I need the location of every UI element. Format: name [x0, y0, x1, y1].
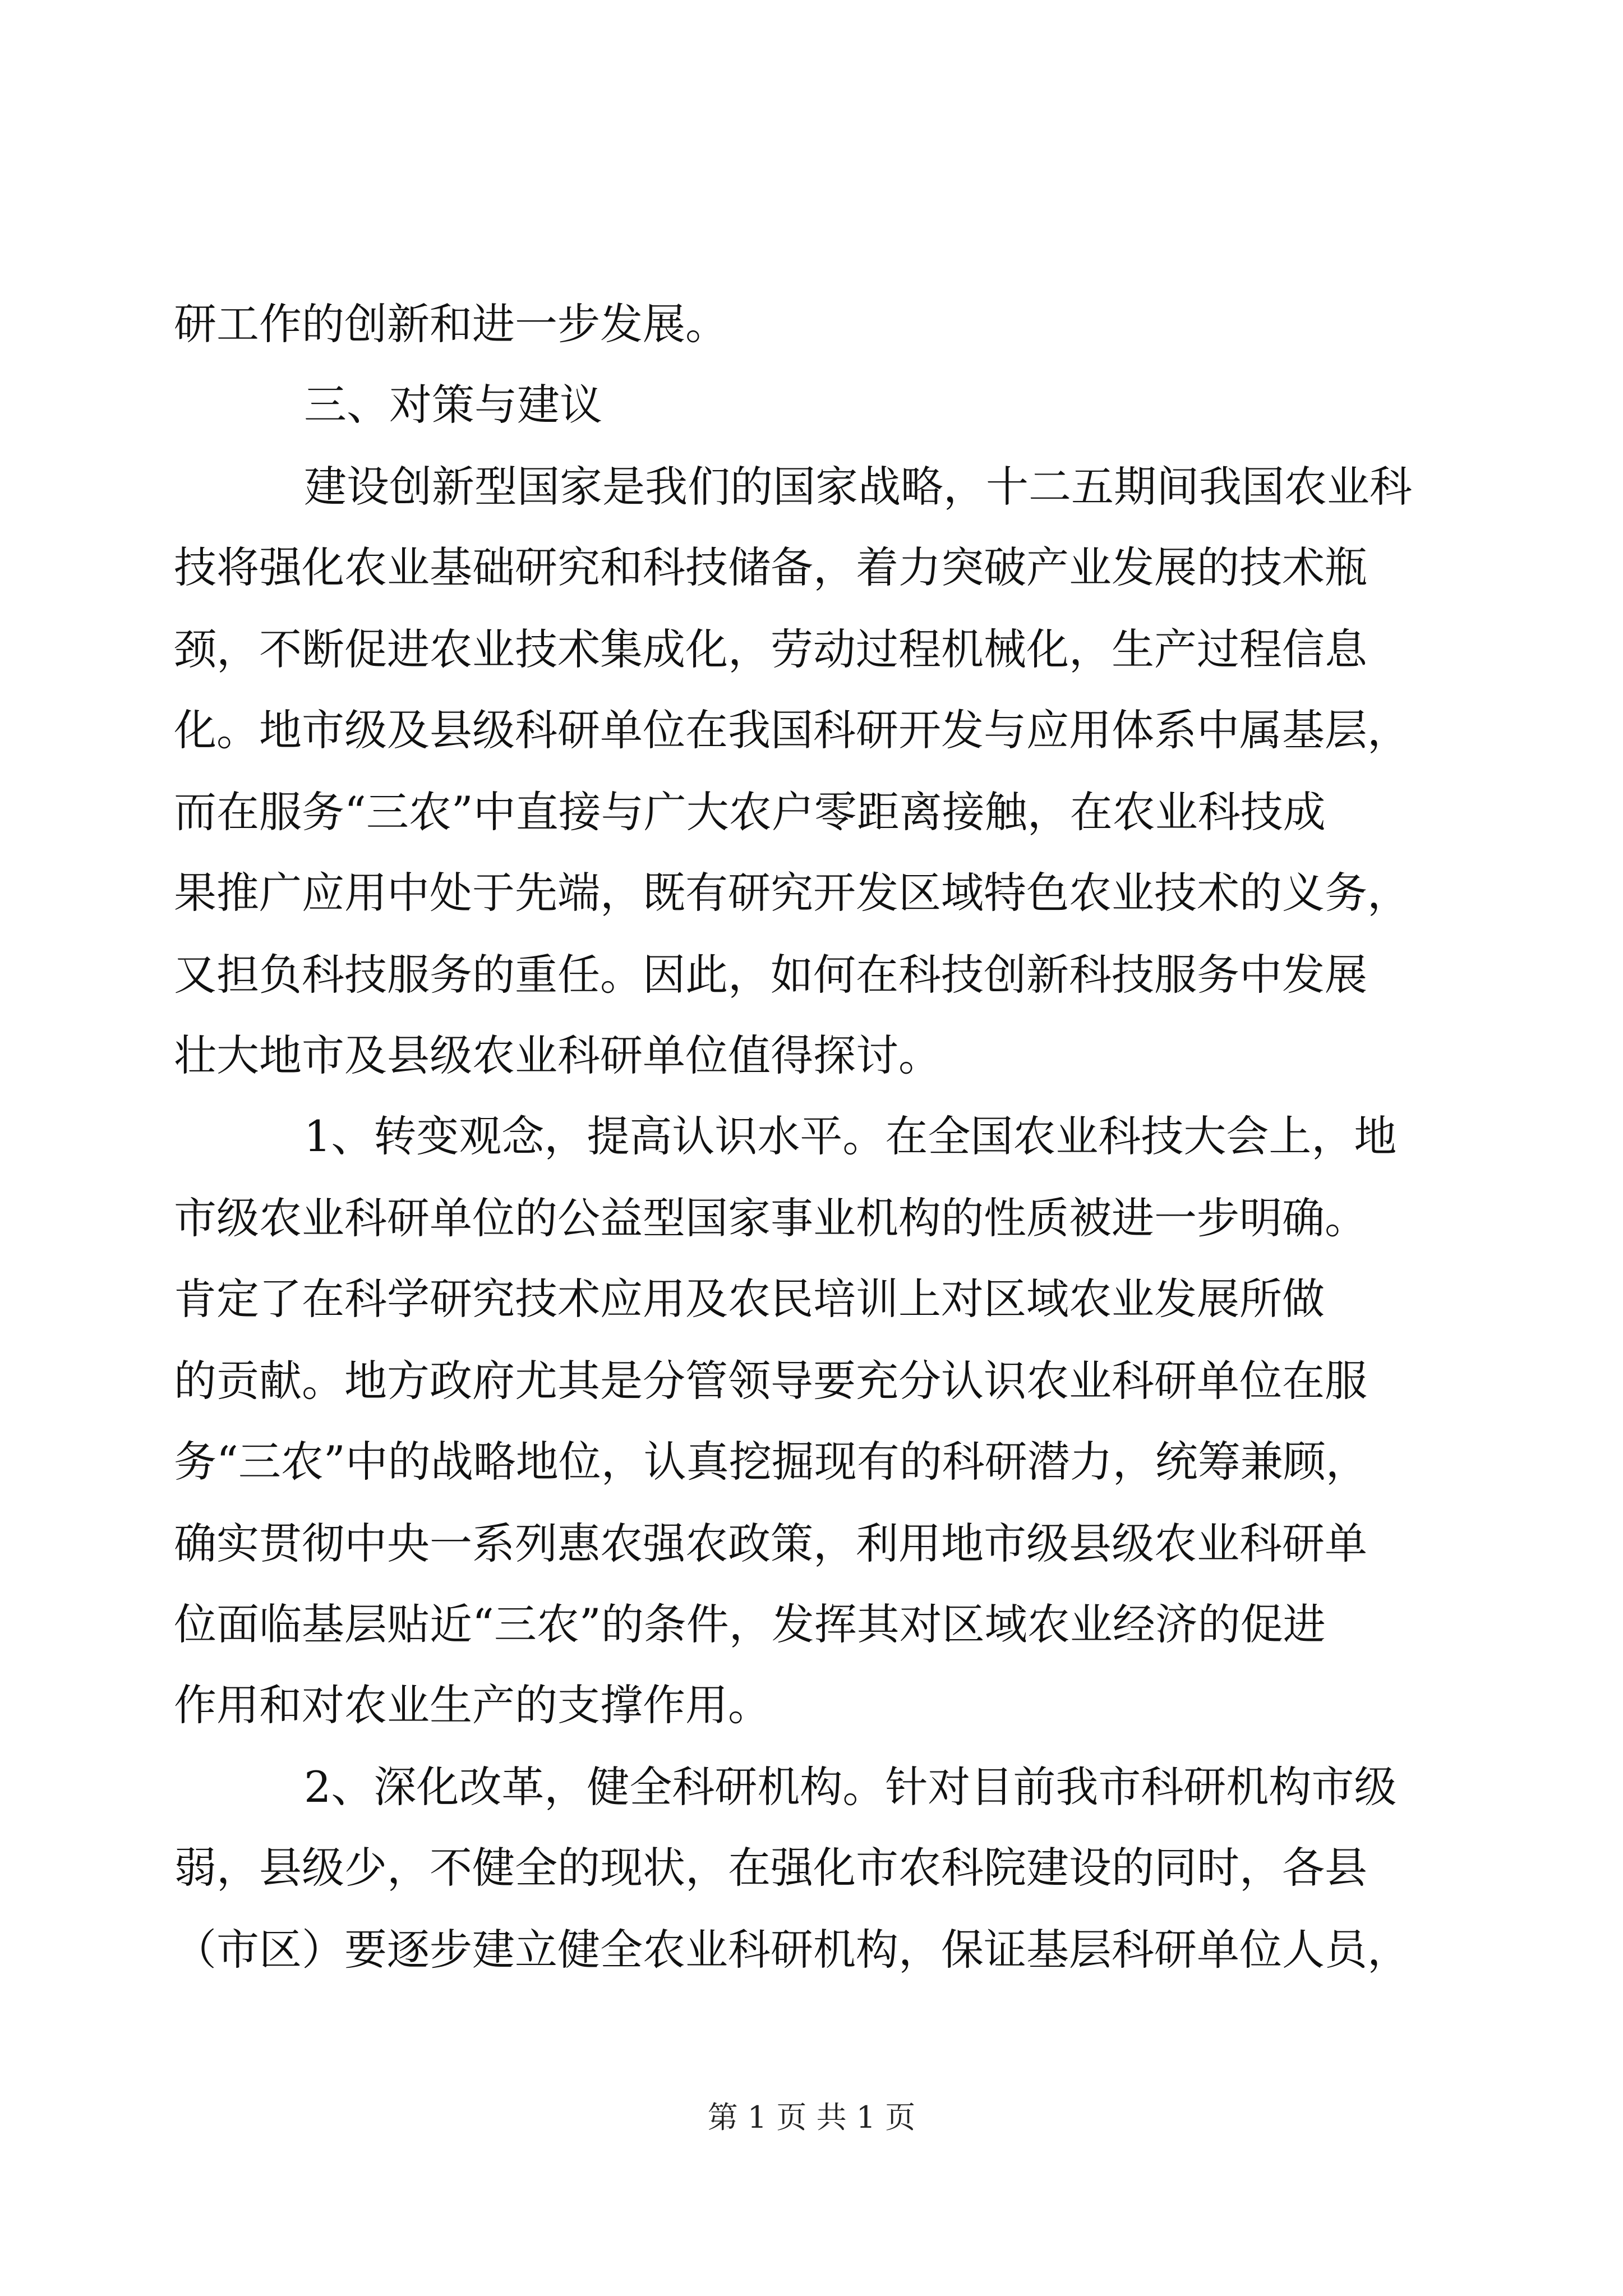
text-line: 1、转变观念，提高认识水平。在全国农业科技大会上，地 [304, 1111, 1397, 1161]
text-line: 弱，县级少，不健全的现状，在强化市农科院建设的同时，各县 [174, 1843, 1367, 1893]
text-line: 肯定了在科学研究技术应用及农民培训上对区域农业发展所做 [174, 1274, 1325, 1324]
text-line: 的贡献。地方政府尤其是分管领导要充分认识农业科研单位在服 [174, 1356, 1367, 1406]
text-line: 建设创新型国家是我们的国家战略，十二五期间我国农业科 [304, 462, 1412, 512]
text-line: 市级农业科研单位的公益型国家事业机构的性质被进一步明确。 [174, 1193, 1367, 1243]
text-line: 技将强化农业基础研究和科技储备，着力突破产业发展的技术瓶 [174, 542, 1367, 592]
text-line: 化。地市级及县级科研单位在我国科研开发与应用体系中属基层， [174, 705, 1410, 755]
section-heading: 三、对策与建议 [304, 380, 602, 430]
text-line: 研工作的创新和进一步发展。 [174, 299, 728, 349]
page-footer: 第 1 页 共 1 页 [707, 2100, 916, 2135]
text-line: 务“三农”中的战略地位，认真挖掘现有的科研潜力，统筹兼顾， [174, 1437, 1368, 1487]
text-line: 确实贯彻中央一系列惠农强农政策，利用地市级县级农业科研单 [174, 1519, 1367, 1568]
text-line: 果推广应用中处于先端，既有研究开发区域特色农业技术的义务， [174, 868, 1410, 918]
text-line: 又担负科技服务的重任。因此，如何在科技创新科技服务中发展 [174, 950, 1367, 1000]
text-line: 2、深化改革，健全科研机构。针对目前我市科研机构市级 [304, 1762, 1397, 1812]
text-line: 壮大地市及县级农业科研单位值得探讨。 [174, 1030, 941, 1080]
text-line: 作用和对农业生产的支撑作用。 [174, 1680, 771, 1730]
text-line: （市区）要逐步建立健全农业科研机构，保证基层科研单位人员， [174, 1925, 1410, 1975]
text-line: 而在服务“三农”中直接与广大农户零距离接触，在农业科技成 [174, 787, 1326, 837]
text-line: 颈，不断促进农业技术集成化，劳动过程机械化，生产过程信息 [174, 624, 1367, 674]
text-line: 位面临基层贴近“三农”的条件，发挥其对区域农业经济的促进 [174, 1599, 1326, 1649]
